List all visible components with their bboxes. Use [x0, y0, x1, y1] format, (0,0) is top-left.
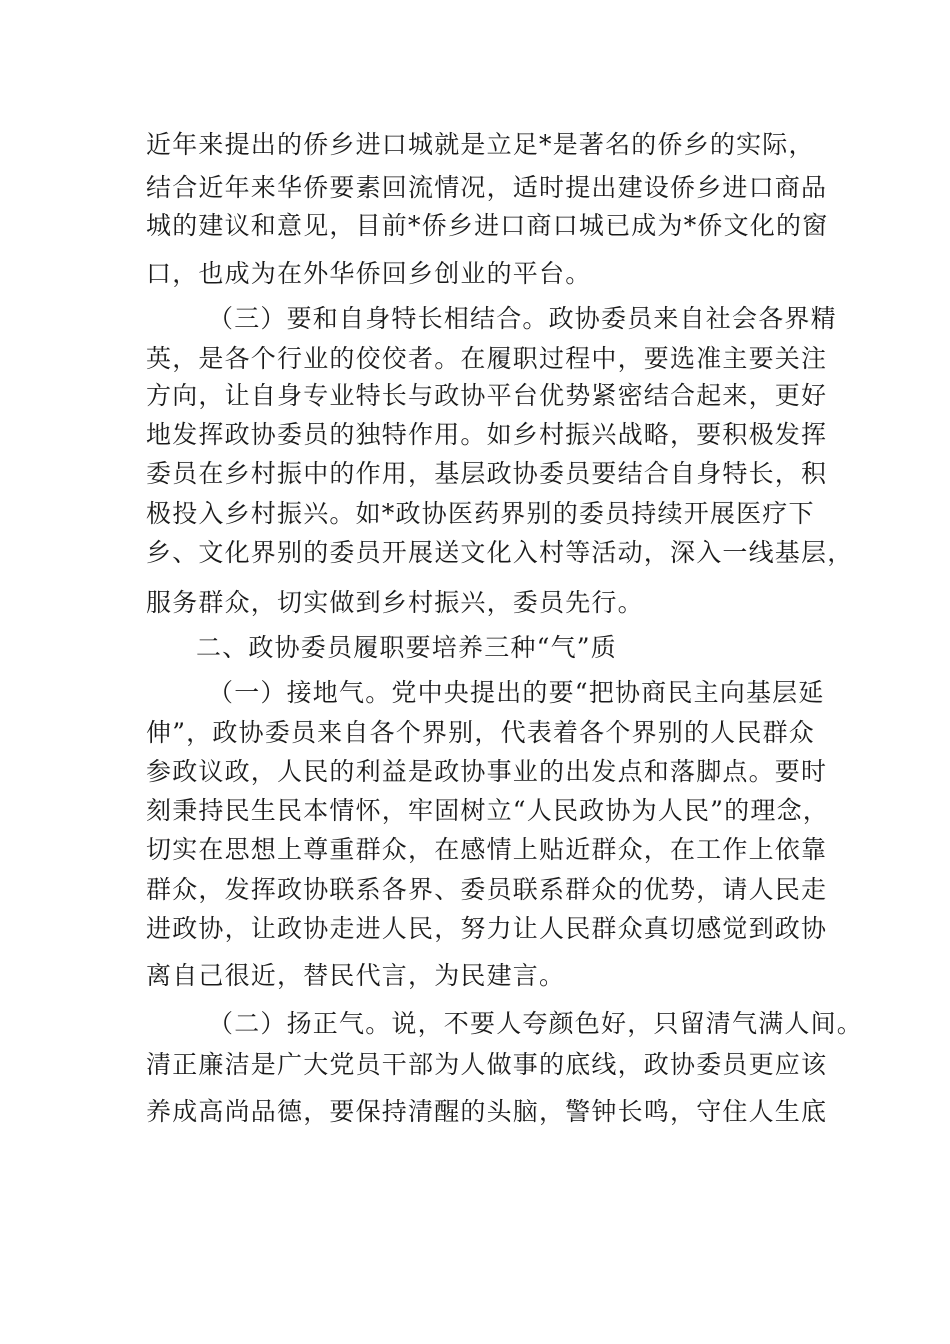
body-text-line: 极投入乡村振兴。如*政协医药界别的委员持续开展医疗下 [146, 499, 815, 528]
body-text-line: 乡、文化界别的委员开展送文化入村等活动，深入一线基层， [146, 538, 854, 567]
section-heading: 二、政协委员履职要培养三种“气”质 [196, 633, 617, 662]
body-text-line: 英，是各个行业的佼佼者。在履职过程中，要选准主要关注 [146, 344, 828, 373]
body-text-line: 切实在思想上尊重群众，在感情上贴近群众，在工作上依靠 [146, 835, 828, 864]
body-text-line: 口，也成为在外华侨回乡创业的平台。 [146, 259, 592, 288]
section-paragraph-start: （三）要和自身特长相结合。政协委员来自社会各界精 [208, 304, 837, 333]
body-text-line: 进政协，让政协走进人民，努力让人民群众真切感觉到政协 [146, 914, 828, 943]
section-paragraph-start: （一）接地气。党中央提出的要“把协商民主向基层延 [208, 678, 825, 707]
body-text-line: 群众，发挥政协联系各界、委员联系群众的优势，请人民走 [146, 875, 828, 904]
body-text-line: 伸”，政协委员来自各个界别，代表着各个界别的人民群众 [146, 718, 815, 747]
body-text-line: 刻秉持民生民本情怀，牢固树立“人民政协为人民”的理念， [146, 796, 829, 825]
body-text-line: 结合近年来华侨要素回流情况，适时提出建设侨乡进口商品 [146, 173, 828, 202]
body-text-line: 离自己很近，替民代言，为民建言。 [146, 961, 566, 990]
body-text-line: 参政议政，人民的利益是政协事业的出发点和落脚点。要时 [146, 757, 828, 786]
body-text-line: 服务群众，切实做到乡村振兴，委员先行。 [146, 588, 644, 617]
body-text-line: 养成高尚品德，要保持清醒的头脑，警钟长鸣，守住人生底 [146, 1097, 828, 1126]
section-paragraph-start: （二）扬正气。说，不要人夸颜色好，只留清气满人间。 [208, 1009, 864, 1038]
body-text-line: 清正廉洁是广大党员干部为人做事的底线，政协委员更应该 [146, 1050, 828, 1079]
body-text-line: 方向，让自身专业特长与政协平台优势紧密结合起来，更好 [146, 381, 828, 410]
body-text-line: 近年来提出的侨乡进口城就是立足*是著名的侨乡的实际， [146, 130, 815, 159]
body-text-line: 地发挥政协委员的独特作用。如乡村振兴战略，要积极发挥 [146, 420, 828, 449]
body-text-line: 城的建议和意见，目前*侨乡进口商口城已成为*侨文化的窗 [146, 211, 829, 240]
body-text-line: 委员在乡村振中的作用，基层政协委员要结合自身特长，积 [146, 459, 828, 488]
